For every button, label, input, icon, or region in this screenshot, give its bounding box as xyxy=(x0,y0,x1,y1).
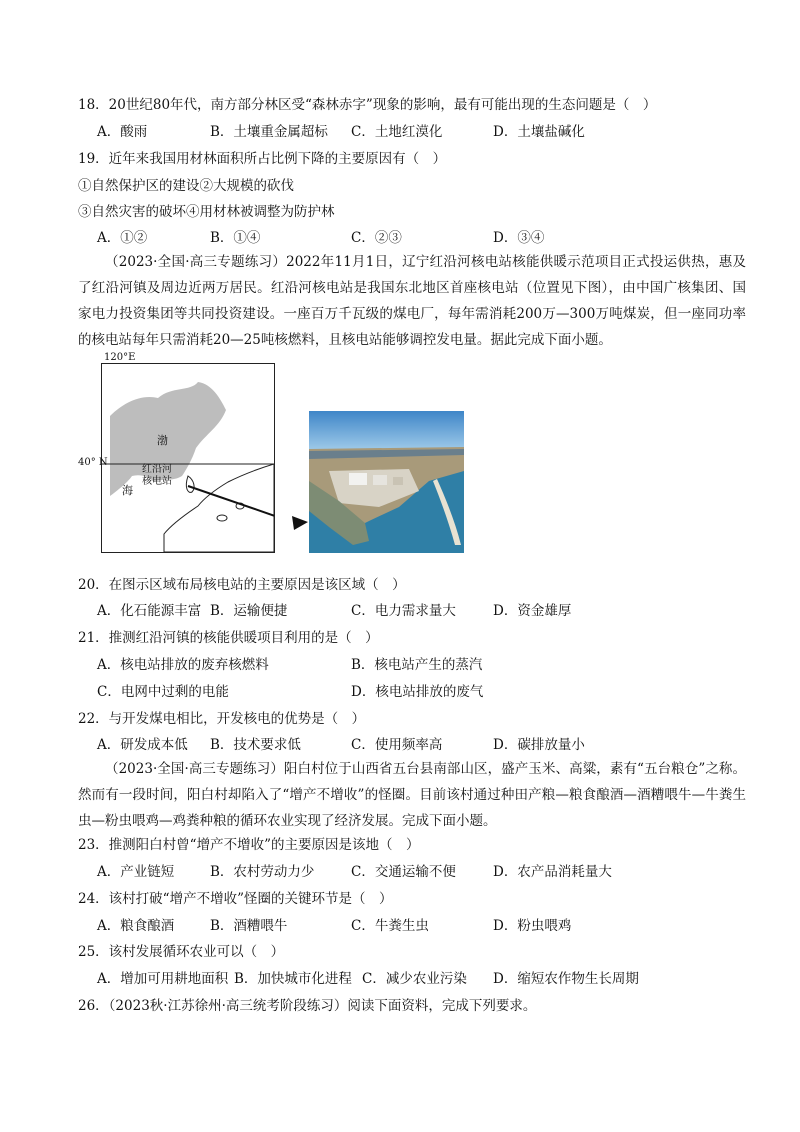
q19-option-d: D．③④ xyxy=(493,230,545,246)
q23-option-d: D．农产品消耗量大 xyxy=(493,864,612,880)
q22-option-a: A．研发成本低 xyxy=(97,737,188,753)
q19-statement-line-2: ③自然灾害的破坏④用材林被调整为防护林 xyxy=(78,204,335,220)
q22-option-c: C．使用频率高 xyxy=(351,737,443,753)
q25-option-c: C．减少农业污染 xyxy=(362,971,467,987)
map-latitude-label: 40° N xyxy=(78,457,108,468)
q23-option-c: C．交通运输不便 xyxy=(351,864,456,880)
q23-option-b: B．农村劳动力少 xyxy=(210,864,315,880)
map-graphic xyxy=(102,364,274,552)
q21-option-a: A．核电站排放的废弃核燃料 xyxy=(97,657,269,673)
q21-option-b: B．核电站产生的蒸汽 xyxy=(351,657,483,673)
q24-option-b: B．酒糟喂牛 xyxy=(210,918,288,934)
q18-option-d: D．土壤盐碱化 xyxy=(493,124,585,140)
q24-option-d: D．粉虫喂鸡 xyxy=(493,918,572,934)
island xyxy=(217,515,227,521)
q19-option-b: B．①④ xyxy=(210,230,261,246)
q19-statement-line-1: ①自然保护区的建设②大规模的砍伐 xyxy=(78,178,294,194)
q20-option-a: A．化石能源丰富 xyxy=(97,603,202,619)
q20-option-b: B．运输便捷 xyxy=(210,603,288,619)
question-23-stem: 23．推测阳白村曾“增产不增收”的主要原因是该地（ ） xyxy=(78,837,420,853)
q19-option-c: C．②③ xyxy=(351,230,402,246)
question-19-stem: 19．近年来我国用材林面积所占比例下降的主要原因有（ ） xyxy=(78,151,447,167)
map-longitude-label: 120°E xyxy=(104,352,136,363)
q20-option-d: D．资金雄厚 xyxy=(493,603,572,619)
question-24-stem: 24．该村打破“增产不增收”怪圈的关键环节是（ ） xyxy=(78,891,393,907)
nuclear-plant-photo xyxy=(309,411,464,553)
q20-option-c: C．电力需求量大 xyxy=(351,603,456,619)
q21-option-c: C．电网中过剩的电能 xyxy=(97,684,229,700)
sea-label-bo: 渤 xyxy=(157,434,168,447)
passage-hongyanhe: （2023·全国·高三专题练习）2022年11月1日，辽宁红沿河核电站核能供暖示范项目正式投运供热，惠及了红沿河镇及周边近两万居民。红沿河核电站是我国东北地区首座核电站（位置见下图），由中国广核集团、国家电力投资集团等共同投资建设。一座百万千瓦级的煤电厂，每年需消耗200万—300万吨煤炭，但一座同功率的核电站每年只需消耗20—25吨核燃料，且核电站能够调控发电量。据此完成下面小题。 xyxy=(78,254,746,348)
q23-option-a: A．产业链短 xyxy=(97,864,175,880)
station-label-line-2: 核电站 xyxy=(142,476,172,487)
q19-option-a: A．①② xyxy=(97,230,148,246)
location-map xyxy=(101,363,275,553)
q25-option-b: B．加快城市化进程 xyxy=(234,971,352,987)
q18-option-c: C．土地红漠化 xyxy=(351,124,443,140)
station-label-line-1: 红沿河 xyxy=(142,464,172,475)
q22-option-b: B．技术要求低 xyxy=(210,737,301,753)
sea-label-hai: 海 xyxy=(122,484,133,497)
q18-option-b: B．土壤重金属超标 xyxy=(210,124,328,140)
question-18-stem: 18．20世纪80年代，南方部分林区受“森林赤字”现象的影响，最有可能出现的生态问题是（ ） xyxy=(78,97,657,113)
question-20-stem: 20．在图示区域布局核电站的主要原因是该区域（ ） xyxy=(78,577,406,593)
q22-option-d: D．碳排放量小 xyxy=(493,737,585,753)
q24-option-a: A．粮食酿酒 xyxy=(97,918,175,934)
passage-yangbai-village: （2023·全国·高三专题练习）阳白村位于山西省五台县南部山区，盛产玉米、高粱，素有“五台粮仓”之称。然而有一段时间，阳白村却陷入了“增产不增收”的怪圈。目前该村通过种田产粮—粮食酿酒—酒糟喂牛—牛粪生虫—粉虫喂鸡—鸡粪种粮的循环农业实现了经济发展。完成下面小题。 xyxy=(78,761,746,829)
question-22-stem: 22．与开发煤电相比，开发核电的优势是（ ） xyxy=(78,711,366,727)
q25-option-a: A．增加可用耕地面积 xyxy=(97,971,229,987)
q24-option-c: C．牛粪生虫 xyxy=(351,918,429,934)
question-26-stem: 26．（2023秋·江苏徐州·高三统考阶段练习）阅读下面资料，完成下列要求。 xyxy=(78,998,537,1014)
q21-option-d: D．核电站排放的废气 xyxy=(351,684,484,700)
q18-option-a: A．酸雨 xyxy=(97,124,148,140)
question-21-stem: 21．推测红沿河镇的核能供暖项目利用的是（ ） xyxy=(78,630,379,646)
question-25-stem: 25．该村发展循环农业可以（ ） xyxy=(78,944,285,960)
q25-option-d: D．缩短农作物生长周期 xyxy=(493,971,639,987)
